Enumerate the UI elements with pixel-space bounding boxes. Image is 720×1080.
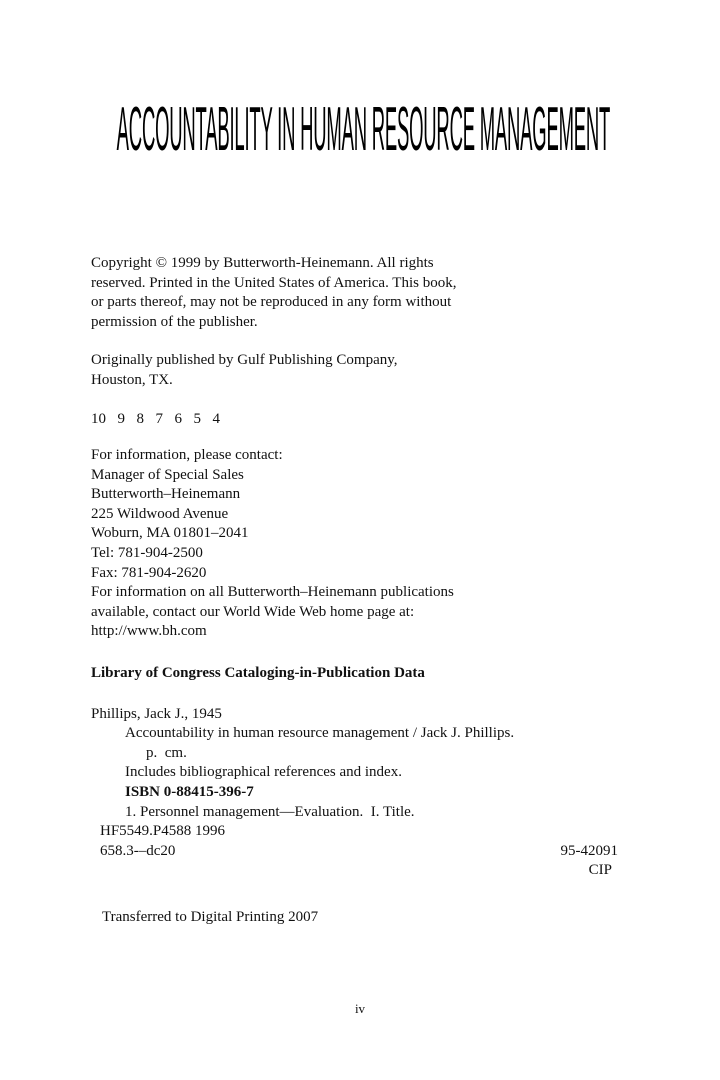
copyright-notice bbox=[91, 254, 456, 332]
printing-number-line: 10 9 8 7 6 5 4 bbox=[91, 411, 220, 427]
contact-info bbox=[91, 446, 454, 642]
contact-line: Woburn, MA 01801–2041 bbox=[91, 525, 249, 542]
copyright-line: permission of the publisher. bbox=[91, 313, 258, 330]
cip-author: Phillips, Jack J., 1945 bbox=[91, 705, 222, 722]
cip-physical: p. cm. bbox=[146, 744, 187, 761]
contact-line: 225 Wildwood Avenue bbox=[91, 505, 229, 522]
cip-subjects: 1. Personnel management—Evaluation. I. Title. bbox=[125, 803, 415, 820]
copyright-line: Copyright © 1999 by Butterworth-Heinemann. All rights bbox=[91, 255, 434, 271]
digital-printing-text: Transferred to Digital Printing 2007 bbox=[102, 909, 319, 925]
contact-line: Manager of Special Sales bbox=[91, 466, 244, 483]
contact-line: available, contact our World Wide Web home page at: bbox=[91, 603, 415, 620]
contact-line: Butterworth–Heinemann bbox=[91, 486, 241, 503]
digital-printing-note bbox=[102, 908, 318, 928]
cip-isbn: ISBN 0-88415-396-7 bbox=[125, 783, 254, 800]
cip-lc-class: HF5549.P4588 1996 bbox=[100, 823, 226, 840]
printing-line bbox=[91, 410, 220, 430]
cip-heading: Library of Congress Cataloging-in-Publication Data bbox=[91, 665, 425, 681]
cip-dewey: 658.3-–dc20 bbox=[100, 842, 176, 859]
contact-url: http://www.bh.com bbox=[91, 623, 207, 640]
copyright-line: reserved. Printed in the United States of America. This book, bbox=[91, 274, 457, 291]
publisher-line: Houston, TX. bbox=[91, 371, 173, 388]
original-publisher bbox=[91, 351, 398, 390]
cip-data bbox=[91, 664, 618, 881]
cip-label: CIP bbox=[588, 862, 612, 879]
copyright-line: or parts thereof, may not be reproduced in any form without bbox=[91, 294, 452, 311]
contact-phone: Tel: 781-904-2500 bbox=[91, 544, 203, 561]
contact-fax: Fax: 781-904-2620 bbox=[91, 564, 207, 581]
page-number: iv bbox=[354, 1001, 366, 1016]
book-title bbox=[116, 94, 610, 165]
contact-line: For information on all Butterworth–Heinemann publications bbox=[91, 584, 454, 601]
cip-notes: Includes bibliographical references and index. bbox=[125, 764, 402, 781]
book-title-text: ACCOUNTABILITY IN HUMAN RESOURCE MANAGEMENT bbox=[116, 94, 610, 165]
cip-title-statement: Accountability in human resource management / Jack J. Phillips. bbox=[125, 725, 515, 742]
cip-dewey-row bbox=[91, 842, 618, 862]
publisher-line: Originally published by Gulf Publishing Company, bbox=[91, 352, 398, 368]
cip-lccn: 95-42091 bbox=[560, 842, 618, 859]
contact-line: For information, please contact: bbox=[91, 447, 283, 463]
